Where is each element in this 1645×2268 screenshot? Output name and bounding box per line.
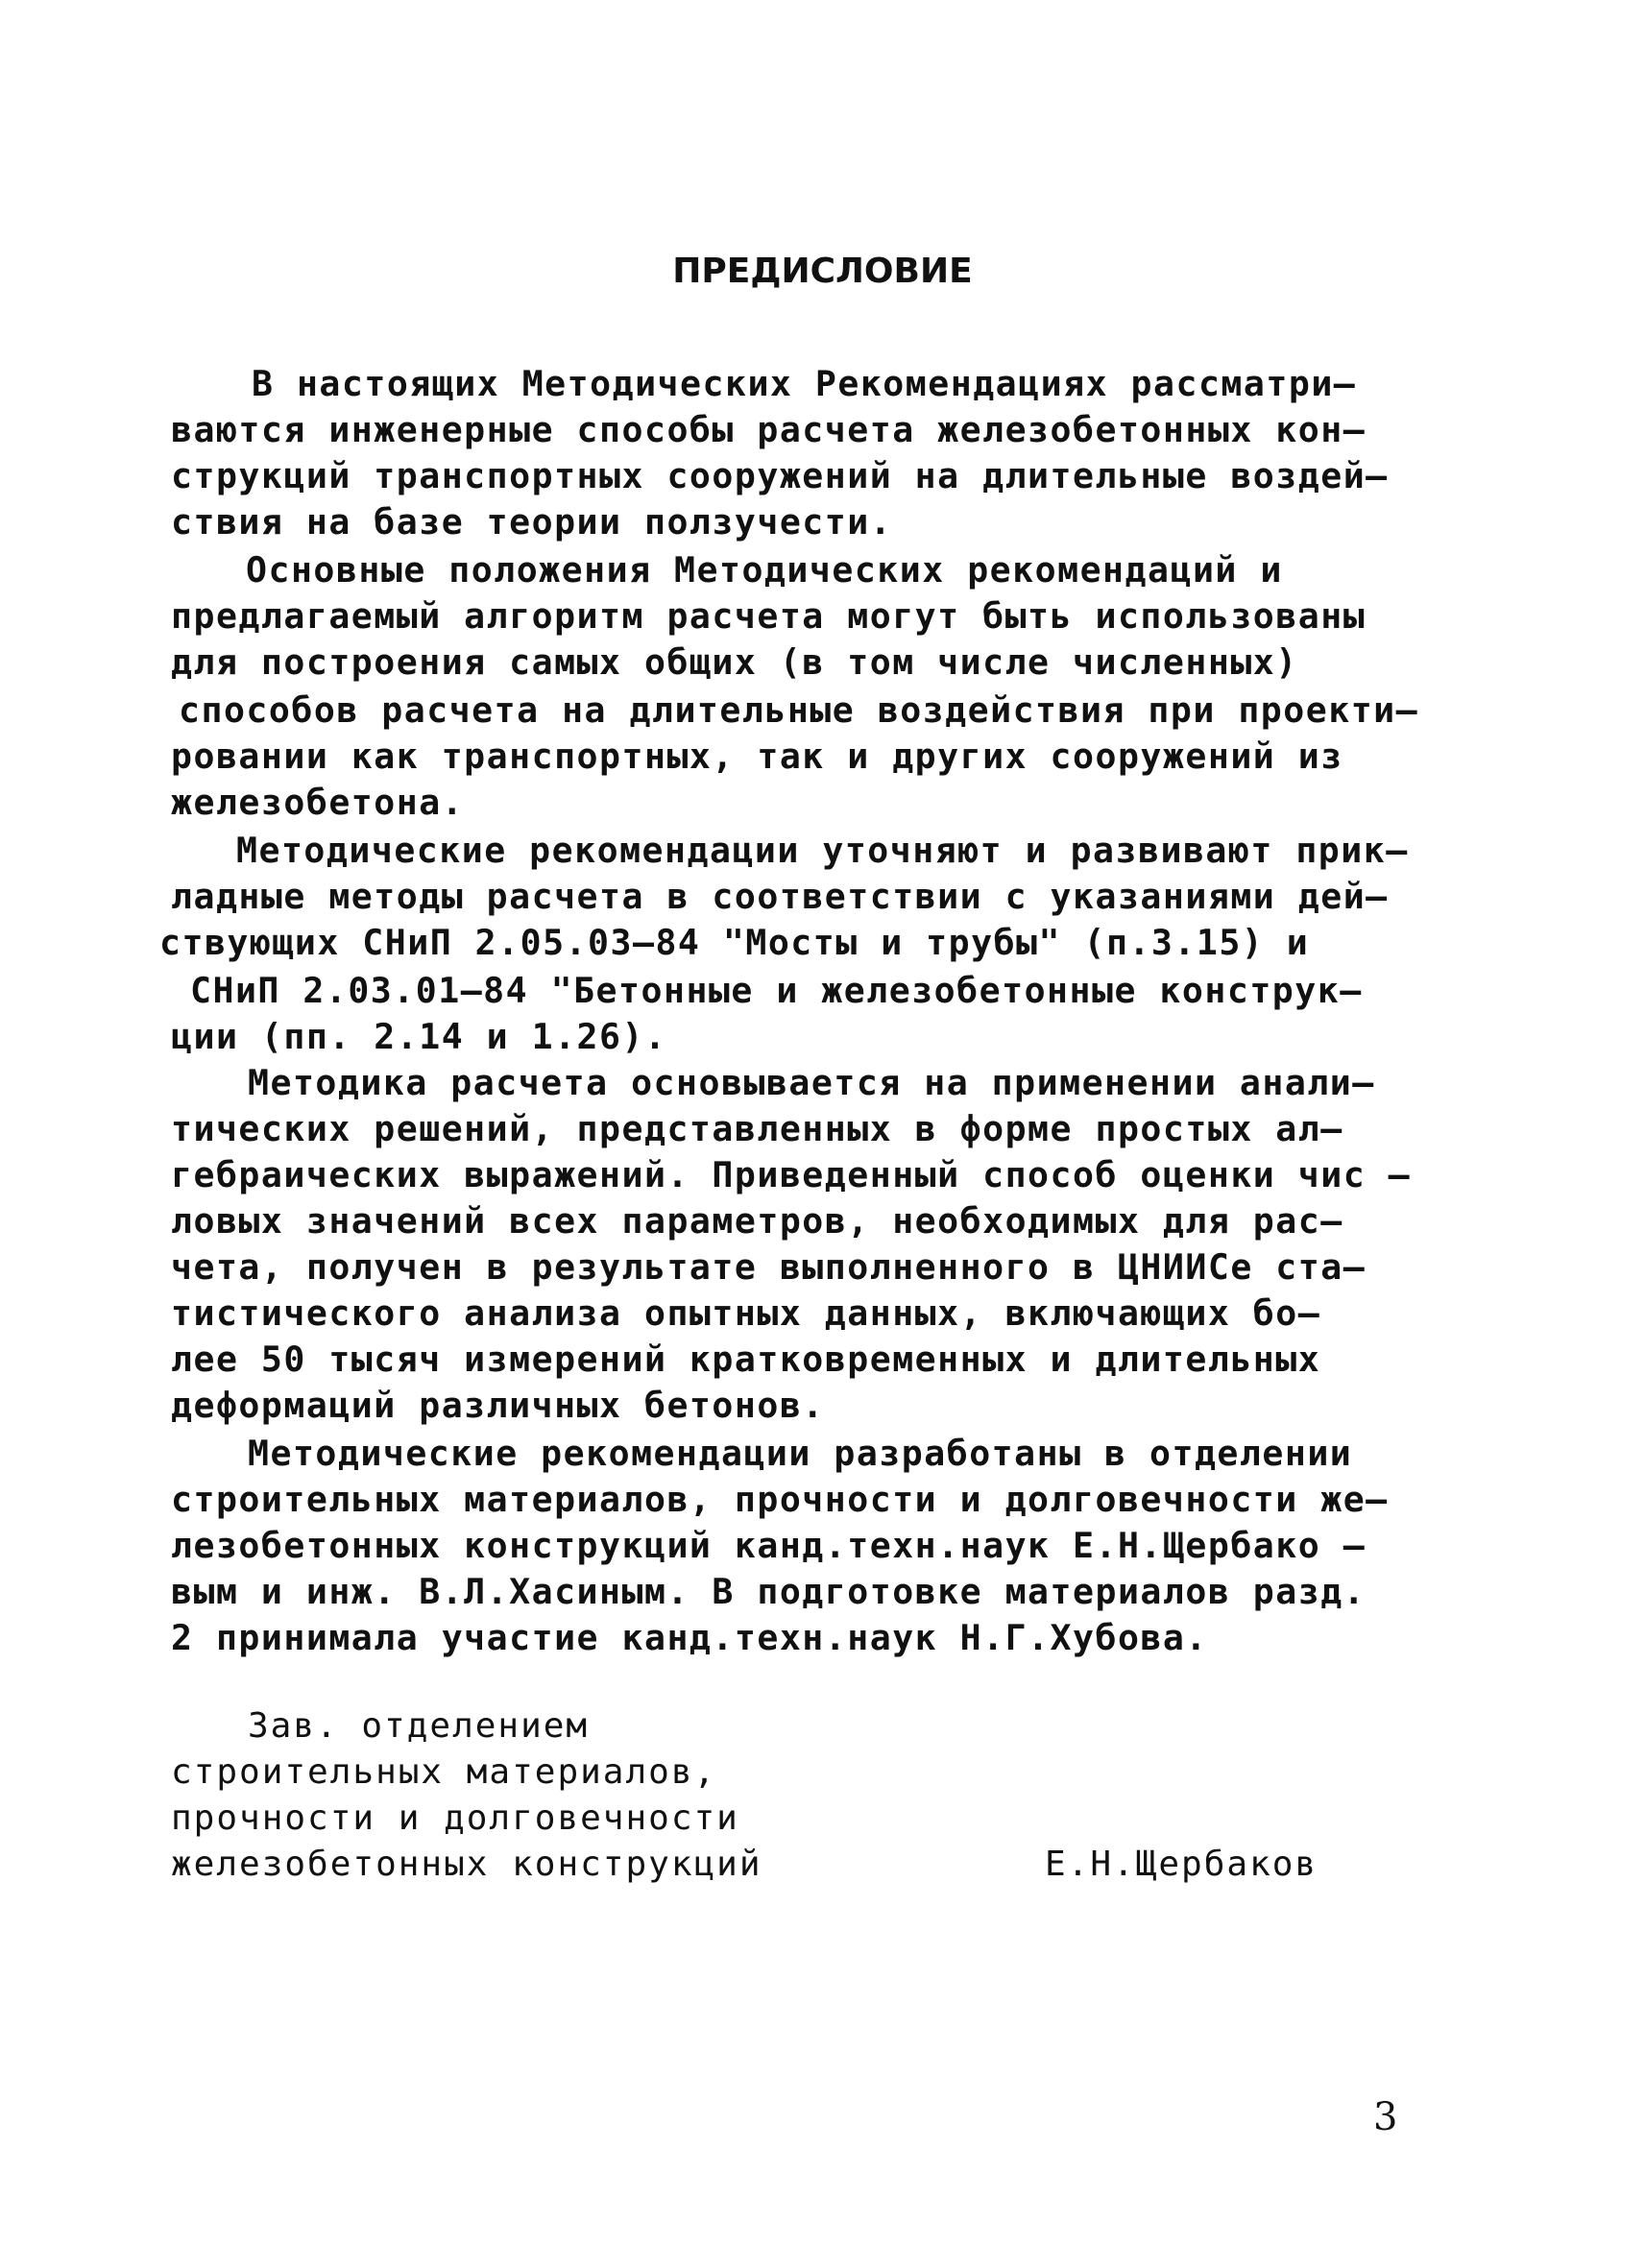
signer-name: Е.Н.Щербаков	[1045, 1845, 1318, 1884]
text-line: строительных материалов, прочности и долговечности же–	[171, 1479, 1389, 1520]
text-line: Основные положения Методических рекомендаций и	[246, 549, 1283, 591]
page-title: ПРЕДИСЛОВИЕ	[672, 252, 973, 291]
text-line: Методические рекомендации разработаны в отделении	[248, 1433, 1353, 1474]
text-line: ваются инженерные способы расчета железобетонных кон–	[171, 409, 1367, 450]
text-line: лезобетонных конструкций канд.техн.наук Е.Н.Щербако –	[171, 1525, 1367, 1566]
text-line: вым и инж. В.Л.Хасиным. В подготовке материалов разд.	[171, 1571, 1367, 1612]
text-line: деформаций различных бетонов.	[171, 1385, 825, 1426]
signature-position-line: строительных материалов,	[171, 1752, 717, 1792]
text-line: лее 50 тысяч измерений кратковременных и длительных	[171, 1339, 1321, 1380]
text-line: В настоящих Методических Рекомендациях рассматри–	[252, 363, 1357, 404]
text-line: струкций транспортных сооружений на длительные воздей–	[171, 455, 1389, 496]
text-line: тистического анализа опытных данных, включающих бо–	[171, 1292, 1321, 1334]
text-line: ции (пп. 2.14 и 1.26).	[171, 1016, 667, 1057]
text-line: 2 принимала участие канд.техн.наук Н.Г.Хубова.	[171, 1617, 1208, 1658]
text-line: способов расчета на длительные воздействия при проекти–	[179, 689, 1419, 731]
text-line: СНиП 2.03.01–84 "Бетонные и железобетонные конструк–	[190, 970, 1363, 1011]
text-line: ловых значений всех параметров, необходимых для рас–	[171, 1200, 1343, 1242]
text-line: ствия на базе теории ползучести.	[171, 501, 893, 543]
signature-position-line: прочности и долговечности	[171, 1798, 739, 1838]
text-line: ствующих СНиП 2.05.03–84 "Мосты и трубы" (п.3.15) и	[159, 922, 1310, 963]
signature-position-line: Зав. отделением	[248, 1706, 590, 1746]
text-line: железобетона.	[171, 782, 465, 823]
text-line: ровании как транспортных, так и других сооружений из	[171, 736, 1343, 777]
text-line: гебраических выражений. Приведенный способ оценки чис –	[171, 1154, 1412, 1195]
signature-position-line: железобетонных конструкций	[171, 1845, 762, 1884]
text-line: для построения самых общих (в том числе численных)	[171, 641, 1298, 683]
text-line: тических решений, представленных в форме простых ал–	[171, 1108, 1343, 1149]
text-line: Методика расчета основывается на применении анали–	[248, 1062, 1375, 1103]
text-line: предлагаемый алгоритм расчета могут быть использованы	[171, 595, 1367, 637]
text-line: чета, получен в результате выполненного в ЦНИИСе ста–	[171, 1246, 1367, 1288]
page-number: 3	[1373, 2095, 1398, 2139]
text-line: Методические рекомендации уточняют и развивают прик–	[236, 830, 1409, 871]
text-line: ладные методы расчета в соответствии с указаниями дей–	[171, 876, 1389, 917]
